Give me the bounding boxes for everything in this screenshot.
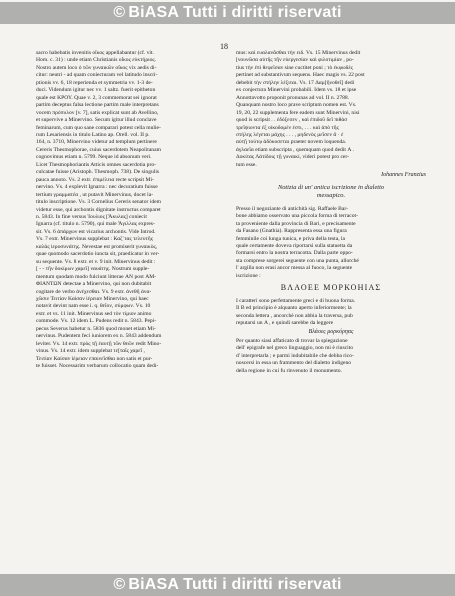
text-line: quae quomodo sacerdotio iuncta sit, praedicatur in ver- — [36, 251, 160, 258]
right-text-column — [236, 50, 426, 375]
text-line: iscrizione : — [236, 272, 261, 279]
page-number: 18 — [220, 42, 228, 51]
text-line: nervino. Vs. 4 explevit Ignarra : nec decuratium fuisse — [36, 184, 158, 191]
text-line: da Fasano (Gnathia). Rappresenta essa una figura — [236, 228, 347, 235]
text-line: debebit τὴν στήλην λέξιται. Vs. 17 Δαμ[ῆνοθεῖ] dedi — [236, 79, 355, 86]
text-line: l' argilla non erasi ancor messa al fuoco, la seguente — [236, 265, 353, 272]
text-line: noscersi in essa un frammento del dialetto indigeno — [236, 360, 352, 367]
text-line: titulo inscriptione. Vs. 3 Cornelius Cereris senator idem — [36, 199, 161, 206]
text-line: Licet Thesmophoriantis Atticis omnes sacerdotia pro- — [36, 161, 156, 168]
text-line: quale est ΚΡΟΥ. Quae v. 2, 3 commemorat sei ignorat — [36, 94, 157, 101]
text-line: rum Lesariensis in titulo Latino ap. Orell. vol. II p. — [36, 131, 150, 138]
text-line: sta comprese sorgerei seguente con una punta, allorché — [236, 257, 359, 264]
watermark-text: BiASA Tutti i diritti riservati — [128, 576, 342, 593]
left-text-column — [36, 50, 226, 370]
text-line: notavit devint nam esse i. q. θεῖον, σύμφων. Vs. 10 — [36, 303, 151, 310]
text-line: Δοκίτας Λάτίδοις τῇ γυναικί, videri potest pro cer- — [236, 154, 350, 161]
watermark-banner-top — [0, 2, 455, 24]
text-line: seconda lettera , ancorchè non abbia la traversa, pub — [236, 312, 353, 319]
text-line: ἀγλαεῖα etiam subscripta , quemquam quod dedit Α . — [236, 146, 354, 153]
text-line: Hom. c. 31) : unde etiam Christianis οἶκος εὐκτήριος. — [36, 57, 157, 64]
text-line: pecus Severus habetur n. 5836 quod monet etiam Mi- — [36, 325, 156, 332]
text-line: te fuisset. Nocessarim verbarum collocatio quam dedi- — [36, 363, 159, 370]
text-line: dell' epigrafe nel greco linguaggio, non mi è riuscito — [236, 345, 354, 352]
watermark-text: BiASA Tutti i diritti riservati — [128, 4, 342, 21]
text-line: [ - - τῆν δοκίμων χαρεῖ] ναυάτης. Nostrum supple- — [36, 266, 150, 273]
text-line: pauca annoto. Vs. 2 extr. ἐπιμέλεια recte scripsit Mi- — [36, 176, 154, 183]
text-line: Vs. 7 extr. Minervinus supplebat : Καζ᾽τας τελευτῆς — [36, 236, 153, 243]
text-line: vinus. Vs. 14 extr. idem supplebat τε[ταῖς χαρεῖ , — [36, 348, 145, 355]
text-line: cogitare de verbo ἀνέχεσθαι. Vs. 9 extr. ἀνεθῆ ἀνα- — [36, 288, 152, 295]
text-line: Cereris Thesmophorae, cuius sacerdotem Neapolitanam — [36, 146, 161, 153]
text-line: d' interpretarla ; e parmi indubitabile che debba rico- — [236, 352, 354, 359]
text-line: sacro habebatis invenitis οἶκος appellabantur (cf. vit. — [36, 50, 154, 56]
article-body-paragraph — [236, 338, 426, 375]
watermark-banner-bottom — [0, 574, 455, 596]
text-line: ex conjectura Minervini probabili. Idem vs. 18 et ipse — [236, 87, 357, 94]
article-body-paragraph — [236, 298, 426, 328]
author-signature: Iohannes Franzius — [381, 172, 426, 179]
text-line: partim deceptus falsa lectione partim male interpretans — [36, 102, 159, 109]
copyright-symbol: © — [113, 576, 126, 593]
commentary-continuation — [236, 50, 426, 169]
text-line: feminarum, cum quo sane comparari potest cella mulie- — [36, 124, 161, 131]
text-line: et supervive a Minervino. Secum igitur illud conclave — [36, 117, 157, 124]
text-line: tius τὴν ἐπὶ θεφεῖσαν sine cuctitet poni ; τὸ ἐκφωδὲς — [236, 64, 353, 71]
text-line: αὐτῇ τούτῳ ἀδόκοσεται praeter novem loquenda. — [236, 139, 347, 146]
text-line: della regione in cui fu rinvenuto il monumento. — [236, 367, 342, 374]
text-line: mentum quodam modo fulciunt litterae ΑΝ post ΑΜ- — [36, 273, 157, 280]
text-line: pertinet ad substantivum sequens. Haec magis vs. 22 post — [236, 72, 365, 79]
text-line: nervinus. Pudentem feci iuniorem ex n. 5843 addendum — [36, 333, 162, 340]
text-line: n. 5843. In fine versus Ἰουλιος [Ἄκυλας] coniecit — [36, 213, 147, 220]
text-line: 164, n. 3710, Minervino videtur ad templum pertinere — [36, 139, 157, 146]
text-line: Quanquam nostro loco prave scriptum nomen est. Vs. — [236, 102, 357, 109]
text-line: quale certamente doveva riportarsi sulla statuetta da — [236, 242, 353, 249]
inscription-text: ΒΛΑΟΕΕ ΜΟΡΚΟΗΙΑΣ — [280, 283, 382, 293]
copyright-symbol: © — [113, 4, 126, 21]
text-line: [νουνῶσα αὐτῆς τῆν εὐεργεσίαν καὶ φιλοτιμίαν , po- — [236, 57, 354, 64]
text-line: sit. Vs. 6 ἀπάρχων est vicarius archontis. Vide Introd. — [36, 228, 156, 235]
text-line: culcatae fuisse (Aristoph. Thesmoph. 738). De singulis — [36, 169, 160, 176]
text-line: duci. Videndum igitur nec vv. 1 saltz. fuerit epitheton — [36, 87, 156, 94]
article-title-line: Notizia di un' antica iscrizione in dialetto — [277, 183, 385, 191]
text-line: mus: καὶ ευαλανᾶσθαι τὴν ειδ. Vs. 15 Minervinus dedit — [236, 50, 361, 56]
text-line: leviter. Vs. 14 extr. πρὸς τῇ ἐαυτῇ τῶν θεῶν redit Mino- — [36, 340, 162, 347]
text-line: citur: neutri - ad quam coniecturam vel latitudo inscri- — [36, 72, 158, 79]
article-title — [236, 184, 426, 200]
text-line: extr. et vs. 11 init. Minervinus sed τὸν τίμιον animo — [36, 310, 152, 317]
text-line: 19, 20, 22 supplementa fere eadem sunt Minervini, nisi — [236, 109, 360, 116]
text-line: reputarsi un Α , e quindi sarebbe da leggere — [236, 320, 334, 327]
article-title-line: messapico. — [316, 191, 346, 199]
text-line: Per quanto siasi affaticato di trovar la spiegazione — [236, 337, 348, 344]
text-line: quod is scripsit . . ἐδόξεσεν , καὶ ἐπιδοῦ δεῖ πιθὰσ — [236, 117, 348, 124]
text-line: στήλης λέγεται μάχης . . . , μηδενὸς μεῖσεν ἄ · ἐ — [236, 131, 344, 138]
article-body-paragraph — [236, 206, 426, 281]
text-line: Ignarra (cf. titulo n. 5790), qui male Ἄγιλλας expres- — [36, 221, 155, 228]
text-line: ptionis vv. 6, 18 reperienda et symmetria vv. 1-3 de- — [36, 79, 153, 86]
text-line: Τειτίαν Καίσαν ἱέρειαν επαινεῖσθαι non satis et pur- — [36, 355, 153, 362]
text-line: formarsi entro la nostra terracotta. Dalla parte oppo- — [236, 250, 353, 257]
text-line: Annottavotto proponit pronunas ad vol. II n. 2788. — [236, 94, 350, 101]
text-line: tertium γραμματέα , ut putavit Minervinus, docet la- — [36, 191, 154, 198]
text-line: su sequente. Vs. 8 extr. et v. 9 init. Minervinus dedit : — [36, 258, 156, 265]
text-line: Presso il negoziante di antichità sig. Raffaele Bar- — [236, 205, 348, 212]
text-line: καλὰς ἱεροσυνάτης. Nevestae est promiserit γυναικὸς, — [36, 243, 158, 250]
inscription-reading: Βλάοες μορκόρηας — [308, 328, 354, 335]
text-line: cognovimus etiam n. 5799. Neque id absonum veri. — [36, 154, 152, 161]
text-line: ΦΙΑΝΤΩΝ detectae a Minervino, qui non dubitabit — [36, 281, 152, 288]
text-line: Nostro autem loco ὁ τῶν γυναικῶν οἶκος vix aedis di- — [36, 64, 157, 71]
text-line: tum esse. — [236, 161, 257, 168]
text-line: χῶσιν Τειτίαν Καίσαν ἱέρειαν Minervino, qui haec — [36, 295, 149, 302]
text-line: ta proveniente dalla provincia di Bari, e precisamente — [236, 220, 356, 227]
text-line: τρεῖψιοντα ἐξ οἰκοδομέν ἐστι, . . . καὶ ἀπὸ τῆς — [236, 124, 339, 131]
text-line: bone abbiamo osservato una piccola forma di terracot- — [236, 213, 358, 220]
text-line: femminile coi lunga tunica, e priva della testa, la — [236, 235, 346, 242]
text-line: commode. Vs. 12 idem L. Pudens redit n. 5843. Pepi- — [36, 318, 157, 325]
text-line: Il Β ed principio è alquanto aperto inferiormente; la — [236, 305, 352, 312]
text-line: videtur esse, qui archontis dignitate instructus comparet — [36, 206, 161, 213]
text-line: I caratteri sono perfettamente greci e di buona forma. — [236, 297, 356, 304]
text-line: vocem πρόπυλον [v. 7], satis explicat sunt ab Avellino, — [36, 109, 159, 116]
